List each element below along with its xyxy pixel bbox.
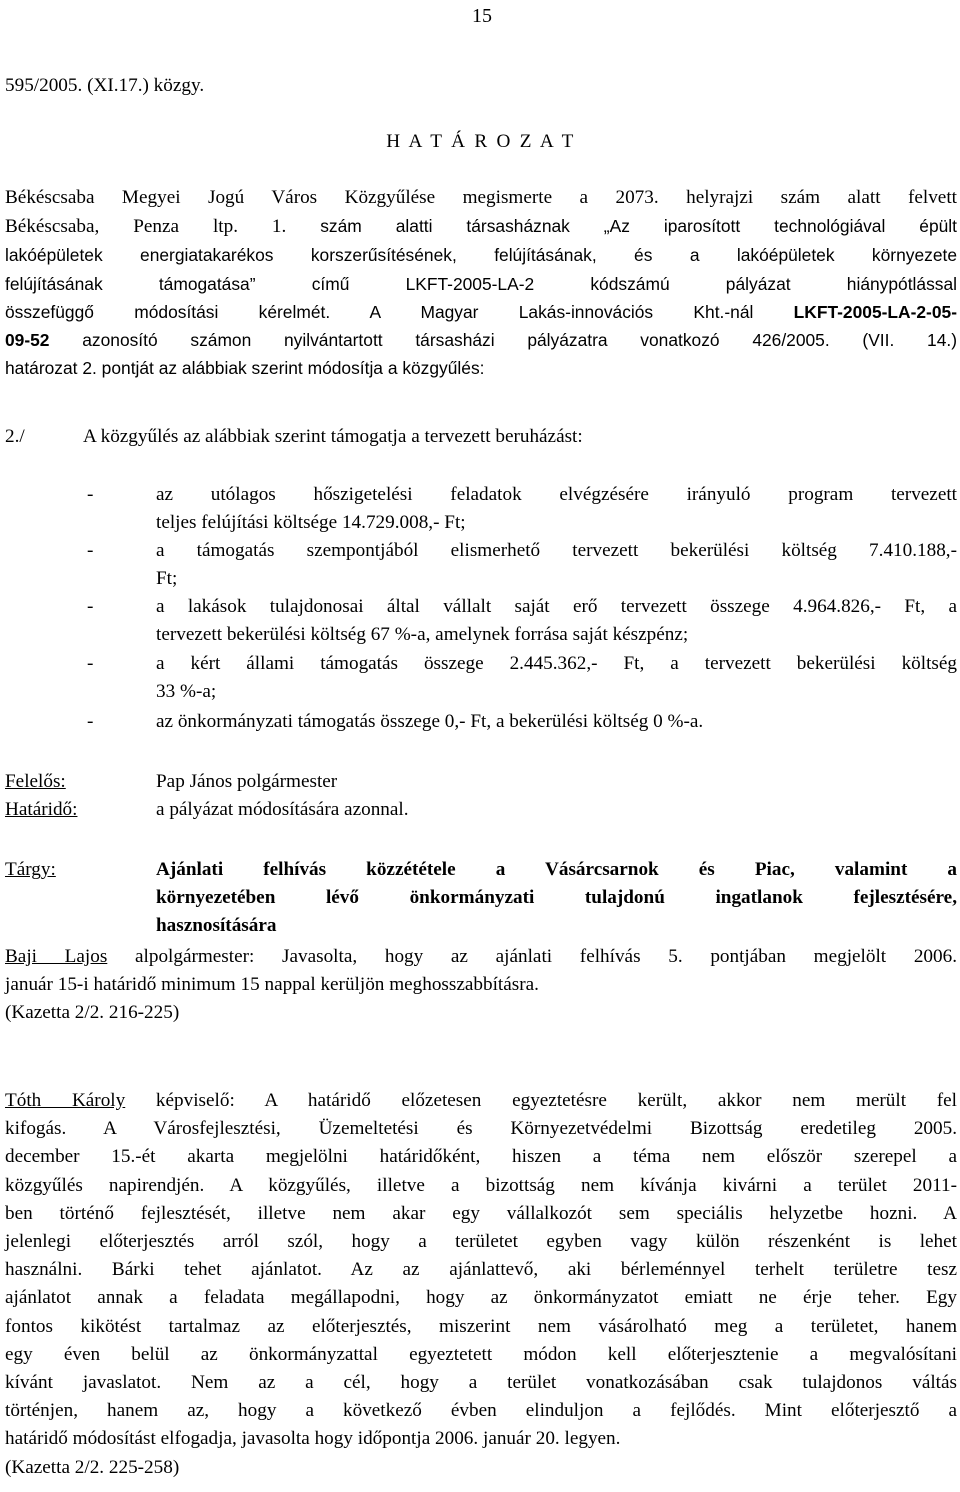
deadline-label: Határidő: (5, 799, 78, 820)
list-bullet: - (87, 540, 94, 561)
paragraph-line: fontos kikötést tartalmaz az előterjesztés, miszerint nem vásárolható meg a területet, hanem (5, 1315, 957, 1337)
paragraph-line: határidő módosítást elfogadja, javasolta hogy időpontja 2006. január 20. legyen. (5, 1428, 621, 1450)
intro-text: Békéscsaba, Penza ltp. 1. (5, 216, 287, 238)
list-bullet: - (87, 653, 94, 674)
paragraph-line (5, 943, 957, 971)
page-number: 15 (472, 5, 492, 27)
list-item-line: a támogatás szempontjából elismerhető tervezett bekerülési költség 7.410.188,- (156, 540, 957, 561)
paragraph-line: kifogás. A Városfejlesztési, Üzemeltetési és Környezetvédelmi Bizottság eredetileg 2005. (5, 1118, 957, 1140)
paragraph-baji (5, 943, 957, 1028)
list-item-line: az önkormányzati támogatás összege 0,- Ft, a bekerülési költség 0 %-a. (156, 711, 704, 732)
paragraph-text: képviselő: A határidő előzetesen egyeztetésre került, akkor nem merült fel (155, 1090, 957, 1111)
intro-line (5, 212, 957, 241)
list-bullet: - (87, 484, 94, 505)
intro-text: azonosító számon nyilvántartott társasházi pályázatra vonatkozó 426/2005. (VII. 14.) (82, 330, 958, 351)
intro-text: összefüggő módosítási kérelmét. A Magyar Lakás-innovációs Kht.-nál (5, 301, 754, 322)
intro-line (5, 326, 957, 354)
list-item (156, 593, 957, 649)
paragraph-line: történjen, hanem az, hogy a következő évben elinduljon a fejlődés. Mint előterjesztő a (5, 1400, 957, 1422)
subject-text (156, 856, 957, 941)
project-code: LKFT-2005-LA-2-05- (793, 301, 957, 322)
list-bullet: - (87, 711, 94, 732)
list-item-line: Ft; (156, 568, 178, 590)
responsible-value: Pap János polgármester (156, 771, 338, 792)
paragraph-line: december 15.-ét akarta megjelölni határidőként, hiszen a téma nem először szerepel a (5, 1146, 957, 1168)
list-item (156, 537, 957, 593)
list-item (156, 650, 957, 706)
paragraph-line: ajánlatot annak a feladata megállapodni, hogy az önkormányzatot emiatt ne érje teher. Egy (5, 1287, 957, 1309)
point-number: 2./ (5, 426, 25, 447)
intro-line: határozat 2. pontját az alábbiak szerint módosítja a közgyűlés: (5, 358, 485, 379)
speaker-name: Tóth Károly (5, 1090, 126, 1111)
document-page (5, 0, 957, 1492)
list-bullet: - (87, 596, 94, 617)
list-item (156, 708, 957, 736)
paragraph-line: egy éven belül az önkormányzattal egyeztetett módon kell előterjesztenie a megvalósítani (5, 1343, 957, 1365)
list-item-line: 33 %-a; (156, 681, 217, 703)
paragraph-line (5, 1087, 957, 1115)
intro-paragraph (5, 184, 957, 382)
cassette-reference: (Kazetta 2/2. 216-225) (5, 1002, 180, 1024)
intro-line: Békéscsaba Megyei Jogú Város Közgyűlése megismerte a 2073. helyrajzi szám alatt felvett (5, 187, 957, 208)
subject-line: Ajánlati felhívás közzététele a Vásárcsarnok és Piac, valamint a (156, 859, 957, 880)
paragraph-line: közgyűlés napirendjén. A közgyűlés, illetve a bizottság nem kívánja kivárni a terület 2011- (5, 1174, 957, 1196)
list-item-line: az utólagos hőszigetelési feladatok elvégzésére irányuló program tervezett (156, 484, 957, 505)
subject-line: hasznosítására (156, 915, 277, 937)
intro-text: szám alatti társasháznak „Az iparosított technológiával épült (320, 216, 958, 237)
list-item-line: a lakások tulajdonosai által vállalt saját erő tervezett összege 4.964.826,- Ft, a (156, 596, 957, 617)
paragraph-toth (5, 1087, 957, 1482)
intro-line (5, 298, 957, 326)
subject-label: Tárgy: (5, 859, 56, 880)
project-code: 09-52 (5, 330, 50, 351)
cassette-reference: (Kazetta 2/2. 225-258) (5, 1456, 180, 1478)
responsible-label: Felelős: (5, 771, 66, 792)
paragraph-text: alpolgármester: Javasolta, hogy az ajánlati felhívás 5. pontjában megjelölt 2006. (135, 946, 958, 967)
resolution-reference: 595/2005. (XI.17.) közgy. (5, 75, 205, 96)
deadline-value: a pályázat módosítására azonnal. (156, 799, 409, 820)
subject-line: környezetében lévő önkormányzati tulajdonú ingatlanok fejlesztésére, (156, 887, 957, 909)
list-item-line: a kért állami támogatás összege 2.445.362,- Ft, a tervezett bekerülési költség (156, 653, 957, 674)
list-item-line: teljes felújítási költsége 14.729.008,- Ft; (156, 512, 466, 534)
paragraph-line: használni. Bárki tehet ajánlatot. Az az ajánlattevő, aki bérleménnyel terhelt területre tesz (5, 1259, 957, 1281)
speaker-name: Baji Lajos (5, 946, 108, 967)
resolution-title: H A T Á R O Z A T (386, 131, 576, 152)
point-text: A közgyűlés az alábbiak szerint támogatja a tervezett beruházást: (83, 426, 583, 447)
paragraph-line: kívánt javaslatot. Nem az a cél, hogy a terület vonatkozásában csak tulajdonos váltás (5, 1372, 957, 1394)
list-item-line: tervezett bekerülési költség 67 %-a, amelynek forrása saját készpénz; (156, 624, 689, 646)
intro-line: felújításának támogatása” című LKFT-2005-LA-2 kódszámú pályázat hiánypótlással (5, 273, 957, 294)
list-item (156, 481, 957, 537)
paragraph-line: január 15-i határidő minimum 15 nappal kerüljön meghosszabbításra. (5, 974, 539, 996)
paragraph-line: ben történő fejlesztését, illetve nem akar egy vállalkozót sem speciális helyzetbe hozni. A (5, 1202, 957, 1224)
paragraph-line: jelenlegi előterjesztés arról szól, hogy a területet egyben vagy külön részenként is lehet (5, 1231, 957, 1253)
intro-line: lakóépületek energiatakarékos korszerűsítésének, felújításának, és a lakóépületek környezete (5, 245, 957, 266)
